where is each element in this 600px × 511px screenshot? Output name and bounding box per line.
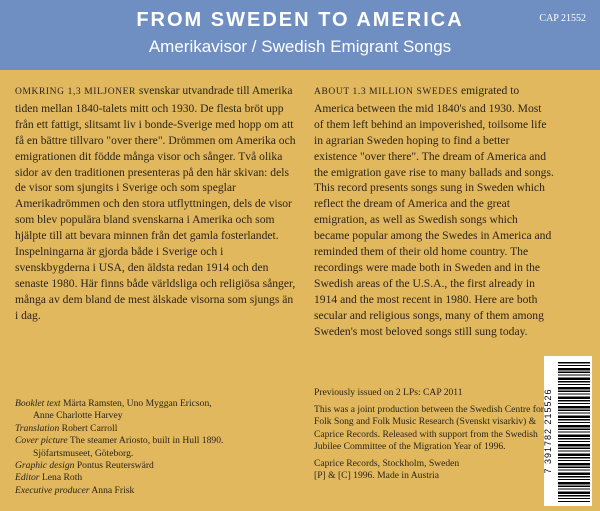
catalog-number: CAP 21552 (539, 13, 586, 24)
cover-label: Cover picture (15, 435, 68, 447)
copyright: [P] & [C] 1996. Made in Austria (314, 470, 439, 482)
producer-value: Anna Frisk (91, 484, 135, 496)
translation-label: Translation (15, 422, 60, 434)
title-banner (0, 0, 600, 70)
editor-label: Editor (15, 472, 40, 484)
credits (15, 398, 300, 497)
editor-value: Lena Roth (41, 472, 83, 484)
english-body: emigrated to America between the mid 1840's and 1930. Most of them left behind an impoverished, toilsome life in agrarian Sweden hoping to find a better existence "over there". The dream of America and the emigration gave rise to many ballads and songs. This record presents songs sung in Sweden which reflect the dream of America and the great emigration, as well as Swedish songs which became popular among the Swedes in America and reminded them of their old home country. The recordings were made both in Sweden and in the Swedish areas of the U.S.A., the first already in 1914 and the most recent in 1980. Here are both secular and religious songs, many of them among Sweden's most beloved songs still sung today. (314, 84, 554, 338)
joint-production: This was a joint production between the Swedish Centre for Folk Song and Folk Music Research (Svenskt visarkiv) & Caprice Records. Released with support from the Swedish Jubilee Committee of the Migration Year of 1996. (314, 404, 544, 452)
design-value: Pontus Reuterswärd (76, 460, 154, 472)
booklet-value-2: Anne Charlotte Harvey (33, 410, 123, 422)
cover-value: The steamer Ariosto, built in Hull 1890. (69, 435, 224, 447)
swedish-lead: OMKRING 1,3 MILJONER (15, 87, 136, 97)
album-subtitle: Amerikavisor / Swedish Emigrant Songs (148, 37, 452, 56)
producer-label: Executive producer (15, 484, 90, 496)
cover-value-2: Sjöfartsmuseet, Göteborg. (33, 447, 134, 459)
release-notes (314, 387, 554, 487)
barcode-bars (558, 362, 590, 502)
translation-value: Robert Carroll (61, 422, 118, 434)
booklet-label: Booklet text (15, 398, 61, 409)
booklet-value: Märta Ramsten, Uno Myggan Ericson, (62, 398, 212, 409)
swedish-text (15, 83, 297, 324)
label-address: Caprice Records, Stockholm, Sweden (314, 458, 460, 470)
english-text (314, 83, 554, 340)
barcode (544, 356, 592, 506)
previously-issued: Previously issued on 2 LPs: CAP 2011 (314, 387, 463, 398)
album-title: FROM SWEDEN TO AMERICA (136, 9, 464, 31)
barcode-number: 7 391782 215526 (543, 388, 553, 474)
swedish-body: svenskar utvandrade till Amerika tiden mellan 1840-talets mitt och 1930. De flesta bröt upp från ett fattigt, slitsamt liv i bonde-Sverige med hopp om att få en bättre tillvaro "over there". Drömmen om Amerika och emigrationen dit födde många visor och sånger. Två olika sidor av den traditionen presenteras på den här skivan: dels de visor som sjungits i Sverige och som speglar Amerikadrömmen och den stora utflyttningen, dels de visor som blev populära bland svenskarna i Amerika och som hjälpte till att bevara minnen från det gamla fosterlandet. Inspelningarna är gjorda både i Sverige och i svenskbygderna i USA, den äldsta redan 1914 och den senaste 1980. Här finns både världsliga och religiösa sånger, många av dem bland de mest älskade visorna som sjungs än i dag. (15, 84, 296, 322)
design-label: Graphic design (15, 460, 75, 472)
english-lead: ABOUT 1.3 MILLION SWEDES (314, 87, 459, 97)
